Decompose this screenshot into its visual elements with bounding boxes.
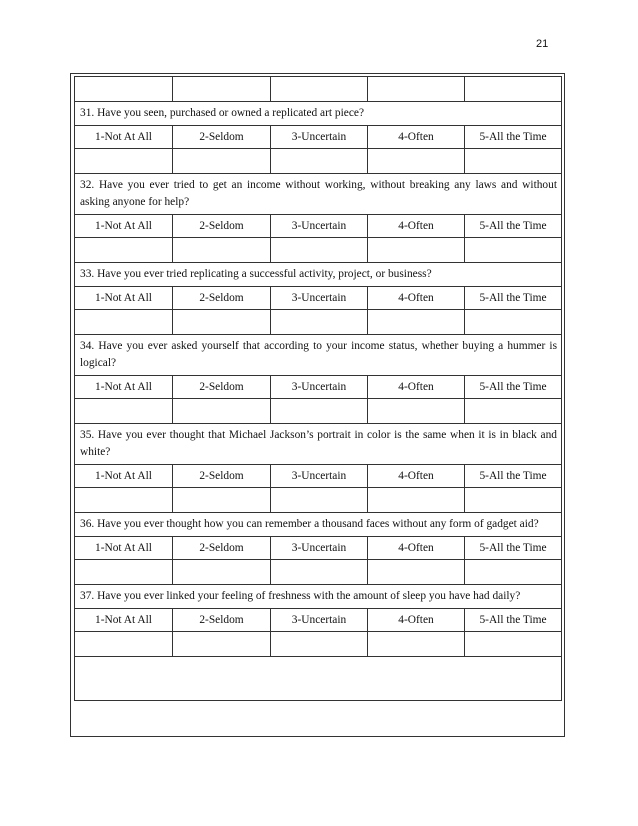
option-label: 1-Not At All bbox=[75, 537, 173, 560]
answer-cell-1[interactable] bbox=[75, 149, 173, 174]
answer-cell-2[interactable] bbox=[173, 238, 271, 263]
answer-cell-1[interactable] bbox=[75, 560, 173, 585]
option-label: 1-Not At All bbox=[75, 465, 173, 488]
answer-cell-1[interactable] bbox=[75, 77, 173, 102]
option-label: 1-Not At All bbox=[75, 126, 173, 149]
answer-cell-4[interactable] bbox=[368, 238, 465, 263]
answer-row bbox=[75, 77, 562, 102]
option-label: 2-Seldom bbox=[173, 465, 271, 488]
answer-row bbox=[75, 560, 562, 585]
answer-cell-4[interactable] bbox=[368, 399, 465, 424]
options-row bbox=[75, 126, 562, 149]
answer-cell-3[interactable] bbox=[271, 149, 368, 174]
answer-row bbox=[75, 310, 562, 335]
question-row bbox=[75, 174, 562, 215]
option-label: 4-Often bbox=[368, 609, 465, 632]
option-label: 5-All the Time bbox=[465, 537, 562, 560]
answer-cell-5[interactable] bbox=[465, 77, 562, 102]
option-label: 3-Uncertain bbox=[271, 609, 368, 632]
question-row bbox=[75, 335, 562, 376]
answer-cell-5[interactable] bbox=[465, 149, 562, 174]
options-row bbox=[75, 376, 562, 399]
answer-cell-4[interactable] bbox=[368, 560, 465, 585]
option-label: 3-Uncertain bbox=[271, 126, 368, 149]
answer-cell-5[interactable] bbox=[465, 238, 562, 263]
answer-cell-4[interactable] bbox=[368, 632, 465, 657]
option-label: 5-All the Time bbox=[465, 376, 562, 399]
answer-cell-3[interactable] bbox=[271, 488, 368, 513]
option-label: 2-Seldom bbox=[173, 609, 271, 632]
answer-cell-2[interactable] bbox=[173, 149, 271, 174]
question-text: 33. Have you ever tried replicating a successful activity, project, or business? bbox=[75, 263, 562, 287]
options-row bbox=[75, 609, 562, 632]
answer-cell-2[interactable] bbox=[173, 77, 271, 102]
answer-cell-3[interactable] bbox=[271, 77, 368, 102]
page-number: 21 bbox=[536, 38, 549, 50]
option-label: 5-All the Time bbox=[465, 465, 562, 488]
answer-row bbox=[75, 632, 562, 657]
answer-cell-3[interactable] bbox=[271, 632, 368, 657]
answer-cell-5[interactable] bbox=[465, 310, 562, 335]
option-label: 1-Not At All bbox=[75, 215, 173, 238]
answer-cell-3[interactable] bbox=[271, 238, 368, 263]
option-label: 4-Often bbox=[368, 126, 465, 149]
option-label: 3-Uncertain bbox=[271, 215, 368, 238]
answer-cell-2[interactable] bbox=[173, 399, 271, 424]
option-label: 4-Often bbox=[368, 287, 465, 310]
option-label: 2-Seldom bbox=[173, 215, 271, 238]
option-label: 2-Seldom bbox=[173, 287, 271, 310]
question-text: 31. Have you seen, purchased or owned a replicated art piece? bbox=[75, 102, 562, 126]
answer-cell-3[interactable] bbox=[271, 310, 368, 335]
options-row bbox=[75, 537, 562, 560]
answer-row bbox=[75, 238, 562, 263]
option-label: 5-All the Time bbox=[465, 126, 562, 149]
answer-cell-1[interactable] bbox=[75, 488, 173, 513]
answer-cell-4[interactable] bbox=[368, 488, 465, 513]
option-label: 5-All the Time bbox=[465, 287, 562, 310]
answer-cell-5[interactable] bbox=[465, 560, 562, 585]
question-row bbox=[75, 585, 562, 609]
question-row bbox=[75, 513, 562, 537]
survey-table bbox=[74, 76, 562, 701]
answer-cell-4[interactable] bbox=[368, 149, 465, 174]
option-label: 3-Uncertain bbox=[271, 537, 368, 560]
answer-cell-1[interactable] bbox=[75, 310, 173, 335]
answer-cell-2[interactable] bbox=[173, 560, 271, 585]
answer-cell-5[interactable] bbox=[465, 488, 562, 513]
option-label: 3-Uncertain bbox=[271, 287, 368, 310]
option-label: 4-Often bbox=[368, 537, 465, 560]
options-row bbox=[75, 287, 562, 310]
option-label: 4-Often bbox=[368, 376, 465, 399]
question-row bbox=[75, 424, 562, 465]
answer-cell-3[interactable] bbox=[271, 560, 368, 585]
answer-row bbox=[75, 149, 562, 174]
option-label: 2-Seldom bbox=[173, 537, 271, 560]
option-label: 4-Often bbox=[368, 465, 465, 488]
question-text: 35. Have you ever thought that Michael Jackson’s portrait in color is the same when it is in black and white? bbox=[75, 424, 562, 465]
answer-cell-4[interactable] bbox=[368, 77, 465, 102]
option-label: 1-Not At All bbox=[75, 287, 173, 310]
answer-cell-4[interactable] bbox=[368, 310, 465, 335]
answer-cell-2[interactable] bbox=[173, 488, 271, 513]
answer-cell-3[interactable] bbox=[271, 399, 368, 424]
question-row bbox=[75, 102, 562, 126]
answer-cell-5[interactable] bbox=[465, 399, 562, 424]
option-label: 1-Not At All bbox=[75, 609, 173, 632]
option-label: 2-Seldom bbox=[173, 126, 271, 149]
option-label: 5-All the Time bbox=[465, 609, 562, 632]
answer-cell-2[interactable] bbox=[173, 310, 271, 335]
option-label: 3-Uncertain bbox=[271, 465, 368, 488]
answer-cell-1[interactable] bbox=[75, 632, 173, 657]
options-row bbox=[75, 215, 562, 238]
answer-cell-2[interactable] bbox=[173, 632, 271, 657]
question-text: 37. Have you ever linked your feeling of freshness with the amount of sleep you have had daily? bbox=[75, 585, 562, 609]
blank-row bbox=[75, 657, 562, 701]
option-label: 1-Not At All bbox=[75, 376, 173, 399]
options-row bbox=[75, 465, 562, 488]
blank-cell bbox=[75, 657, 562, 701]
answer-cell-1[interactable] bbox=[75, 238, 173, 263]
question-text: 34. Have you ever asked yourself that according to your income status, whether buying a hummer is logical? bbox=[75, 335, 562, 376]
question-row bbox=[75, 263, 562, 287]
answer-cell-1[interactable] bbox=[75, 399, 173, 424]
answer-row bbox=[75, 488, 562, 513]
answer-cell-5[interactable] bbox=[465, 632, 562, 657]
question-text: 36. Have you ever thought how you can remember a thousand faces without any form of gadget aid? bbox=[75, 513, 562, 537]
option-label: 4-Often bbox=[368, 215, 465, 238]
option-label: 2-Seldom bbox=[173, 376, 271, 399]
option-label: 3-Uncertain bbox=[271, 376, 368, 399]
answer-row bbox=[75, 399, 562, 424]
option-label: 5-All the Time bbox=[465, 215, 562, 238]
question-text: 32. Have you ever tried to get an income without working, without breaking any laws and without asking anyone for help? bbox=[75, 174, 562, 215]
